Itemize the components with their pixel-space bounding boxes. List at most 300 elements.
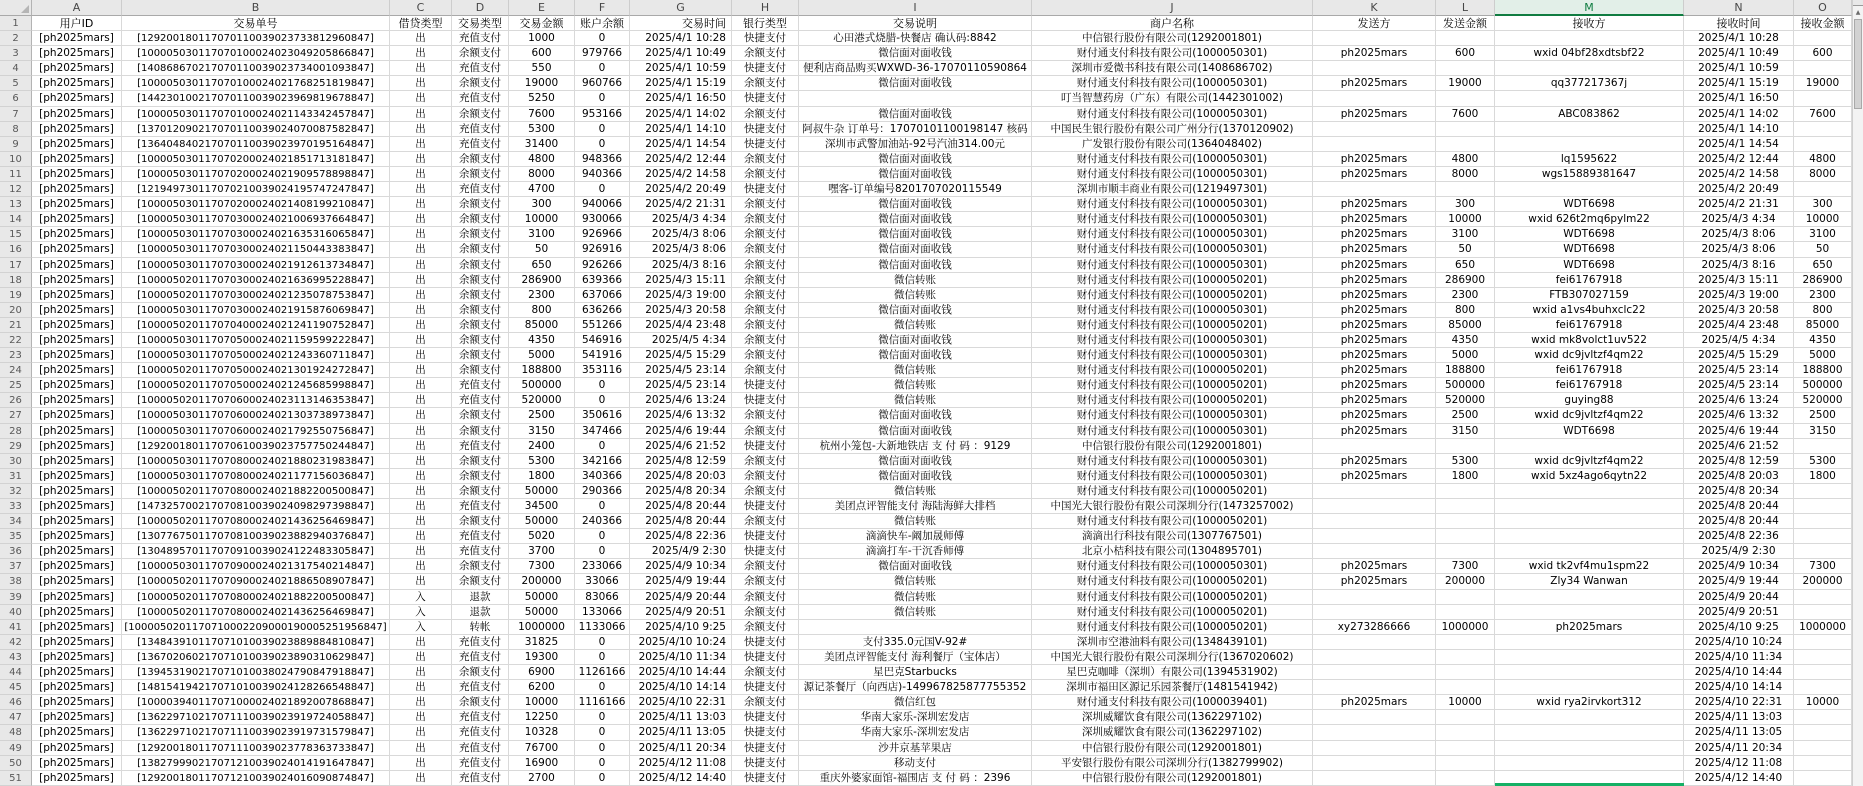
row-header-8[interactable]: 8 — [0, 122, 32, 137]
cell-I35[interactable]: 滴滴快车-阚加晟师傅 — [799, 529, 1032, 544]
cell-N8[interactable]: 2025/4/1 14:10 — [1684, 122, 1794, 137]
cell-M36[interactable] — [1495, 544, 1684, 559]
cell-L12[interactable] — [1436, 182, 1495, 197]
column-header-B[interactable]: B — [122, 0, 390, 16]
cell-C36[interactable]: 出 — [390, 544, 452, 559]
cell-A12[interactable]: [ph2025mars] — [32, 182, 122, 197]
cell-A24[interactable]: [ph2025mars] — [32, 363, 122, 378]
cell-M9[interactable] — [1495, 137, 1684, 152]
cell-G31[interactable]: 2025/4/8 20:03 — [630, 469, 732, 484]
cell-N34[interactable]: 2025/4/8 20:44 — [1684, 514, 1794, 529]
cell-F51[interactable]: 0 — [575, 771, 630, 786]
cell-O39[interactable] — [1794, 590, 1852, 605]
cell-N28[interactable]: 2025/4/6 19:44 — [1684, 424, 1794, 439]
cell-C35[interactable]: 出 — [390, 529, 452, 544]
cell-M42[interactable] — [1495, 635, 1684, 650]
cell-F25[interactable]: 0 — [575, 378, 630, 393]
cell-L46[interactable]: 10000 — [1436, 695, 1495, 710]
cell-M39[interactable] — [1495, 590, 1684, 605]
cell-K32[interactable] — [1313, 484, 1436, 499]
cell-F32[interactable]: 290366 — [575, 484, 630, 499]
cell-A45[interactable]: [ph2025mars] — [32, 680, 122, 695]
cell-H45[interactable]: 快捷支付 — [732, 680, 799, 695]
cell-E38[interactable]: 200000 — [509, 574, 575, 589]
cell-E43[interactable]: 19300 — [509, 650, 575, 665]
cell-M18[interactable]: fei61767918 — [1495, 273, 1684, 288]
cell-I31[interactable]: 微信面对面收钱 — [799, 469, 1032, 484]
cell-L25[interactable]: 500000 — [1436, 378, 1495, 393]
cell-K39[interactable] — [1313, 590, 1436, 605]
row-header-2[interactable]: 2 — [0, 31, 32, 46]
cell-B28[interactable]: [100005030117070600024021792550756847] — [122, 424, 390, 439]
cell-H34[interactable]: 余额支付 — [732, 514, 799, 529]
cell-F8[interactable]: 0 — [575, 122, 630, 137]
cell-H16[interactable]: 余额支付 — [732, 242, 799, 257]
column-header-M[interactable]: M — [1495, 0, 1684, 16]
cell-I47[interactable]: 华南大家乐-深圳宏发店 — [799, 710, 1032, 725]
cell-E21[interactable]: 85000 — [509, 318, 575, 333]
cell-O42[interactable] — [1794, 635, 1852, 650]
row-header-1[interactable]: 1 — [0, 16, 32, 31]
cell-N6[interactable]: 2025/4/1 16:50 — [1684, 91, 1794, 106]
cell-D26[interactable]: 充值支付 — [452, 393, 509, 408]
cell-A1[interactable]: 用户ID — [32, 16, 122, 31]
cell-G46[interactable]: 2025/4/10 22:31 — [630, 695, 732, 710]
row-header-37[interactable]: 37 — [0, 559, 32, 574]
cell-E12[interactable]: 4700 — [509, 182, 575, 197]
cell-M41[interactable]: ph2025mars — [1495, 620, 1684, 635]
cell-H14[interactable]: 余额支付 — [732, 212, 799, 227]
cell-N33[interactable]: 2025/4/8 20:44 — [1684, 499, 1794, 514]
cell-H24[interactable]: 余额支付 — [732, 363, 799, 378]
cell-D50[interactable]: 充值支付 — [452, 756, 509, 771]
cell-O51[interactable] — [1794, 771, 1852, 786]
cell-I22[interactable]: 微信面对面收钱 — [799, 333, 1032, 348]
cell-B16[interactable]: [100005030117070300024021150443383847] — [122, 242, 390, 257]
cell-K17[interactable]: ph2025mars — [1313, 258, 1436, 273]
cell-L32[interactable] — [1436, 484, 1495, 499]
cell-N22[interactable]: 2025/4/5 4:34 — [1684, 333, 1794, 348]
row-header-10[interactable]: 10 — [0, 152, 32, 167]
row-header-6[interactable]: 6 — [0, 91, 32, 106]
cell-J12[interactable]: 深圳市顺丰商业有限公司(1219497301) — [1032, 182, 1313, 197]
cell-A20[interactable]: [ph2025mars] — [32, 303, 122, 318]
cell-F16[interactable]: 926916 — [575, 242, 630, 257]
cell-D18[interactable]: 余额支付 — [452, 273, 509, 288]
cell-K29[interactable] — [1313, 439, 1436, 454]
cell-O24[interactable]: 188800 — [1794, 363, 1852, 378]
cell-H21[interactable]: 余额支付 — [732, 318, 799, 333]
cell-K35[interactable] — [1313, 529, 1436, 544]
cell-L13[interactable]: 300 — [1436, 197, 1495, 212]
cell-I37[interactable]: 微信面对面收钱 — [799, 559, 1032, 574]
cell-A31[interactable]: [ph2025mars] — [32, 469, 122, 484]
cell-L22[interactable]: 4350 — [1436, 333, 1495, 348]
cell-N1[interactable]: 接收时间 — [1684, 16, 1794, 31]
cell-L47[interactable] — [1436, 710, 1495, 725]
cell-J42[interactable]: 深圳市空港油料有限公司(1348439101) — [1032, 635, 1313, 650]
cell-K44[interactable] — [1313, 665, 1436, 680]
cell-I25[interactable]: 微信转账 — [799, 378, 1032, 393]
cell-M37[interactable]: wxid tk2vf4mu1spm22 — [1495, 559, 1684, 574]
cell-C23[interactable]: 出 — [390, 348, 452, 363]
cell-O32[interactable] — [1794, 484, 1852, 499]
cell-L44[interactable] — [1436, 665, 1495, 680]
column-header-A[interactable]: A — [32, 0, 122, 16]
cell-D28[interactable]: 余额支付 — [452, 424, 509, 439]
cell-B17[interactable]: [100005030117070300024021912613734847] — [122, 258, 390, 273]
cell-L51[interactable] — [1436, 771, 1495, 786]
cell-F44[interactable]: 1126166 — [575, 665, 630, 680]
column-header-E[interactable]: E — [509, 0, 575, 16]
cell-J4[interactable]: 深圳市爱微书科技有限公司(1408686702) — [1032, 61, 1313, 76]
cell-N11[interactable]: 2025/4/2 14:58 — [1684, 167, 1794, 182]
cell-I2[interactable]: 心田港式烧腊-快餐店 确认码:8842 — [799, 31, 1032, 46]
cell-I7[interactable]: 微信面对面收钱 — [799, 107, 1032, 122]
cell-A18[interactable]: [ph2025mars] — [32, 273, 122, 288]
cell-G28[interactable]: 2025/4/6 19:44 — [630, 424, 732, 439]
cell-K24[interactable]: ph2025mars — [1313, 363, 1436, 378]
row-header-50[interactable]: 50 — [0, 756, 32, 771]
cell-A5[interactable]: [ph2025mars] — [32, 76, 122, 91]
cell-D22[interactable]: 余额支付 — [452, 333, 509, 348]
cell-I21[interactable]: 微信转账 — [799, 318, 1032, 333]
cell-J17[interactable]: 财付通支付科技有限公司(1000050301) — [1032, 258, 1313, 273]
cell-C31[interactable]: 出 — [390, 469, 452, 484]
cell-B39[interactable]: [100005020117070800024021882200500847] — [122, 590, 390, 605]
cell-K3[interactable]: ph2025mars — [1313, 46, 1436, 61]
cell-H38[interactable]: 余额支付 — [732, 574, 799, 589]
cell-B25[interactable]: [100005020117070500024021245685998847] — [122, 378, 390, 393]
cell-F42[interactable]: 0 — [575, 635, 630, 650]
cell-O26[interactable]: 520000 — [1794, 393, 1852, 408]
cell-D6[interactable]: 充值支付 — [452, 91, 509, 106]
row-header-24[interactable]: 24 — [0, 363, 32, 378]
cell-E22[interactable]: 4350 — [509, 333, 575, 348]
row-header-40[interactable]: 40 — [0, 605, 32, 620]
row-header-21[interactable]: 21 — [0, 318, 32, 333]
cell-A49[interactable]: [ph2025mars] — [32, 741, 122, 756]
row-header-49[interactable]: 49 — [0, 741, 32, 756]
cell-G36[interactable]: 2025/4/9 2:30 — [630, 544, 732, 559]
cell-D43[interactable]: 充值支付 — [452, 650, 509, 665]
column-header-F[interactable]: F — [575, 0, 630, 16]
cell-G25[interactable]: 2025/4/5 23:14 — [630, 378, 732, 393]
cell-G26[interactable]: 2025/4/6 13:24 — [630, 393, 732, 408]
cell-H49[interactable]: 快捷支付 — [732, 741, 799, 756]
vertical-scrollbar[interactable] — [1852, 0, 1863, 786]
row-header-22[interactable]: 22 — [0, 333, 32, 348]
cell-C19[interactable]: 出 — [390, 288, 452, 303]
row-header-26[interactable]: 26 — [0, 393, 32, 408]
row-header-16[interactable]: 16 — [0, 242, 32, 257]
cell-E24[interactable]: 188800 — [509, 363, 575, 378]
cell-G21[interactable]: 2025/4/4 23:48 — [630, 318, 732, 333]
cell-E33[interactable]: 34500 — [509, 499, 575, 514]
cell-M24[interactable]: fei61767918 — [1495, 363, 1684, 378]
cell-J43[interactable]: 中国光大银行股份有限公司深圳分行(1367020602) — [1032, 650, 1313, 665]
cell-J3[interactable]: 财付通支付科技有限公司(1000050301) — [1032, 46, 1313, 61]
row-header-46[interactable]: 46 — [0, 695, 32, 710]
cell-I33[interactable]: 美团点评智能支付 海陆海鲜大排档 — [799, 499, 1032, 514]
cell-K30[interactable]: ph2025mars — [1313, 454, 1436, 469]
cell-J36[interactable]: 北京小桔科技有限公司(1304895701) — [1032, 544, 1313, 559]
cell-M12[interactable] — [1495, 182, 1684, 197]
cell-G8[interactable]: 2025/4/1 14:10 — [630, 122, 732, 137]
cell-L18[interactable]: 286900 — [1436, 273, 1495, 288]
cell-B14[interactable]: [100005030117070300024021006937664847] — [122, 212, 390, 227]
cell-L30[interactable]: 5300 — [1436, 454, 1495, 469]
cell-F9[interactable]: 0 — [575, 137, 630, 152]
cell-M31[interactable]: wxid 5xz4ago6qytn22 — [1495, 469, 1684, 484]
cell-L16[interactable]: 50 — [1436, 242, 1495, 257]
cell-J25[interactable]: 财付通支付科技有限公司(1000050201) — [1032, 378, 1313, 393]
cell-A13[interactable]: [ph2025mars] — [32, 197, 122, 212]
cell-B7[interactable]: [100005030117070100024021143342457847] — [122, 107, 390, 122]
cell-E23[interactable]: 5000 — [509, 348, 575, 363]
cell-M1[interactable]: 接收方 — [1495, 16, 1684, 31]
cell-D51[interactable]: 充值支付 — [452, 771, 509, 786]
cell-M23[interactable]: wxid dc9jvltzf4qm22 — [1495, 348, 1684, 363]
row-header-23[interactable]: 23 — [0, 348, 32, 363]
cell-A17[interactable]: [ph2025mars] — [32, 258, 122, 273]
cell-K33[interactable] — [1313, 499, 1436, 514]
cell-F33[interactable]: 0 — [575, 499, 630, 514]
cell-D24[interactable]: 余额支付 — [452, 363, 509, 378]
cell-F45[interactable]: 0 — [575, 680, 630, 695]
cell-G38[interactable]: 2025/4/9 19:44 — [630, 574, 732, 589]
cell-A21[interactable]: [ph2025mars] — [32, 318, 122, 333]
cell-G49[interactable]: 2025/4/11 20:34 — [630, 741, 732, 756]
cell-D29[interactable]: 充值支付 — [452, 439, 509, 454]
cell-H37[interactable]: 余额支付 — [732, 559, 799, 574]
row-header-38[interactable]: 38 — [0, 574, 32, 589]
cell-A6[interactable]: [ph2025mars] — [32, 91, 122, 106]
cell-K2[interactable] — [1313, 31, 1436, 46]
cell-B51[interactable]: [129200180117071210039024016090874847] — [122, 771, 390, 786]
cell-J41[interactable]: 财付通支付科技有限公司(1000050201) — [1032, 620, 1313, 635]
cell-G23[interactable]: 2025/4/5 15:29 — [630, 348, 732, 363]
cell-N32[interactable]: 2025/4/8 20:34 — [1684, 484, 1794, 499]
cell-B10[interactable]: [100005030117070200024021851713181847] — [122, 152, 390, 167]
cell-J40[interactable]: 财付通支付科技有限公司(1000050201) — [1032, 605, 1313, 620]
cell-I20[interactable]: 微信面对面收钱 — [799, 303, 1032, 318]
cell-G44[interactable]: 2025/4/10 14:44 — [630, 665, 732, 680]
cell-L26[interactable]: 520000 — [1436, 393, 1495, 408]
cell-K21[interactable]: ph2025mars — [1313, 318, 1436, 333]
cell-B42[interactable]: [134843910117071010039023889884810847] — [122, 635, 390, 650]
cell-C12[interactable]: 出 — [390, 182, 452, 197]
cell-H9[interactable]: 快捷支付 — [732, 137, 799, 152]
cell-G27[interactable]: 2025/4/6 13:32 — [630, 408, 732, 423]
cell-B3[interactable]: [100005030117070100024023049205866847] — [122, 46, 390, 61]
cell-J48[interactable]: 深圳威耀饮食有限公司(1362297102) — [1032, 725, 1313, 740]
cell-H4[interactable]: 快捷支付 — [732, 61, 799, 76]
cell-F22[interactable]: 546916 — [575, 333, 630, 348]
cell-J31[interactable]: 财付通支付科技有限公司(1000050301) — [1032, 469, 1313, 484]
cell-G40[interactable]: 2025/4/9 20:51 — [630, 605, 732, 620]
cell-F19[interactable]: 637066 — [575, 288, 630, 303]
column-header-D[interactable]: D — [452, 0, 509, 16]
cell-L31[interactable]: 1800 — [1436, 469, 1495, 484]
cell-N42[interactable]: 2025/4/10 10:24 — [1684, 635, 1794, 650]
cell-N13[interactable]: 2025/4/2 21:31 — [1684, 197, 1794, 212]
cell-A25[interactable]: [ph2025mars] — [32, 378, 122, 393]
cell-A9[interactable]: [ph2025mars] — [32, 137, 122, 152]
cell-O50[interactable] — [1794, 756, 1852, 771]
cell-C43[interactable]: 出 — [390, 650, 452, 665]
cell-G35[interactable]: 2025/4/8 22:36 — [630, 529, 732, 544]
cell-J49[interactable]: 中信银行股份有限公司(1292001801) — [1032, 741, 1313, 756]
row-header-28[interactable]: 28 — [0, 424, 32, 439]
cell-J21[interactable]: 财付通支付科技有限公司(1000050201) — [1032, 318, 1313, 333]
cell-J26[interactable]: 财付通支付科技有限公司(1000050201) — [1032, 393, 1313, 408]
row-header-42[interactable]: 42 — [0, 635, 32, 650]
cell-L48[interactable] — [1436, 725, 1495, 740]
row-header-30[interactable]: 30 — [0, 454, 32, 469]
cell-H48[interactable]: 快捷支付 — [732, 725, 799, 740]
cell-C30[interactable]: 出 — [390, 454, 452, 469]
cell-E8[interactable]: 5300 — [509, 122, 575, 137]
cell-F11[interactable]: 940366 — [575, 167, 630, 182]
cell-J29[interactable]: 中信银行股份有限公司(1292001801) — [1032, 439, 1313, 454]
cell-K48[interactable] — [1313, 725, 1436, 740]
row-header-15[interactable]: 15 — [0, 227, 32, 242]
cell-I19[interactable]: 微信转账 — [799, 288, 1032, 303]
cell-J22[interactable]: 财付通支付科技有限公司(1000050301) — [1032, 333, 1313, 348]
cell-K36[interactable] — [1313, 544, 1436, 559]
cell-O19[interactable]: 2300 — [1794, 288, 1852, 303]
cell-A34[interactable]: [ph2025mars] — [32, 514, 122, 529]
cell-N16[interactable]: 2025/4/3 8:06 — [1684, 242, 1794, 257]
cell-D45[interactable]: 充值支付 — [452, 680, 509, 695]
cell-I41[interactable] — [799, 620, 1032, 635]
cell-D23[interactable]: 余额支付 — [452, 348, 509, 363]
cell-I44[interactable]: 星巴克Starbucks — [799, 665, 1032, 680]
cell-L43[interactable] — [1436, 650, 1495, 665]
cell-J44[interactable]: 星巴克咖啡（深圳）有限公司(1394531902) — [1032, 665, 1313, 680]
cell-E2[interactable]: 1000 — [509, 31, 575, 46]
cell-N36[interactable]: 2025/4/9 2:30 — [1684, 544, 1794, 559]
cell-B1[interactable]: 交易单号 — [122, 16, 390, 31]
row-header-33[interactable]: 33 — [0, 499, 32, 514]
row-header-14[interactable]: 14 — [0, 212, 32, 227]
cell-D33[interactable]: 充值支付 — [452, 499, 509, 514]
cell-F26[interactable]: 0 — [575, 393, 630, 408]
cell-B15[interactable]: [100005030117070300024021635316065847] — [122, 227, 390, 242]
cell-M48[interactable] — [1495, 725, 1684, 740]
cell-L24[interactable]: 188800 — [1436, 363, 1495, 378]
cell-O46[interactable]: 10000 — [1794, 695, 1852, 710]
cell-A10[interactable]: [ph2025mars] — [32, 152, 122, 167]
cell-F1[interactable]: 账户余额 — [575, 16, 630, 31]
cell-G2[interactable]: 2025/4/1 10:28 — [630, 31, 732, 46]
cell-G15[interactable]: 2025/4/3 8:06 — [630, 227, 732, 242]
cell-N39[interactable]: 2025/4/9 20:44 — [1684, 590, 1794, 605]
cell-O27[interactable]: 2500 — [1794, 408, 1852, 423]
cell-O44[interactable] — [1794, 665, 1852, 680]
cell-C15[interactable]: 出 — [390, 227, 452, 242]
cell-I23[interactable]: 微信面对面收钱 — [799, 348, 1032, 363]
cell-F13[interactable]: 940066 — [575, 197, 630, 212]
cell-E14[interactable]: 10000 — [509, 212, 575, 227]
cell-N41[interactable]: 2025/4/10 9:25 — [1684, 620, 1794, 635]
cell-E44[interactable]: 6900 — [509, 665, 575, 680]
cell-A46[interactable]: [ph2025mars] — [32, 695, 122, 710]
cell-A42[interactable]: [ph2025mars] — [32, 635, 122, 650]
row-header-20[interactable]: 20 — [0, 303, 32, 318]
cell-K37[interactable]: ph2025mars — [1313, 559, 1436, 574]
row-header-45[interactable]: 45 — [0, 680, 32, 695]
cell-G18[interactable]: 2025/4/3 15:11 — [630, 273, 732, 288]
cell-M25[interactable]: fei61767918 — [1495, 378, 1684, 393]
cell-G45[interactable]: 2025/4/10 14:14 — [630, 680, 732, 695]
cell-B4[interactable]: [140868670217070110039023734001093847] — [122, 61, 390, 76]
cell-M15[interactable]: WDT6698 — [1495, 227, 1684, 242]
cell-M38[interactable]: Zly34 Wanwan — [1495, 574, 1684, 589]
cell-M13[interactable]: WDT6698 — [1495, 197, 1684, 212]
cell-J32[interactable]: 财付通支付科技有限公司(1000050201) — [1032, 484, 1313, 499]
cell-I14[interactable]: 微信面对面收钱 — [799, 212, 1032, 227]
cell-D27[interactable]: 余额支付 — [452, 408, 509, 423]
cell-C51[interactable]: 出 — [390, 771, 452, 786]
cell-C5[interactable]: 出 — [390, 76, 452, 91]
cell-H7[interactable]: 余额支付 — [732, 107, 799, 122]
cell-B22[interactable]: [100005030117070500024021159599222847] — [122, 333, 390, 348]
row-header-44[interactable]: 44 — [0, 665, 32, 680]
cell-A37[interactable]: [ph2025mars] — [32, 559, 122, 574]
cell-O21[interactable]: 85000 — [1794, 318, 1852, 333]
cell-H27[interactable]: 余额支付 — [732, 408, 799, 423]
cell-C17[interactable]: 出 — [390, 258, 452, 273]
cell-E48[interactable]: 10328 — [509, 725, 575, 740]
cell-B5[interactable]: [100005030117070100024021768251819847] — [122, 76, 390, 91]
cell-G50[interactable]: 2025/4/12 11:08 — [630, 756, 732, 771]
cell-N18[interactable]: 2025/4/3 15:11 — [1684, 273, 1794, 288]
cell-L39[interactable] — [1436, 590, 1495, 605]
cell-E25[interactable]: 500000 — [509, 378, 575, 393]
cell-N12[interactable]: 2025/4/2 20:49 — [1684, 182, 1794, 197]
cell-J34[interactable]: 财付通支付科技有限公司(1000050201) — [1032, 514, 1313, 529]
cell-D16[interactable]: 余额支付 — [452, 242, 509, 257]
cell-K4[interactable] — [1313, 61, 1436, 76]
cell-I48[interactable]: 华南大家乐-深圳宏发店 — [799, 725, 1032, 740]
cell-L5[interactable]: 19000 — [1436, 76, 1495, 91]
cell-E50[interactable]: 16900 — [509, 756, 575, 771]
cell-H32[interactable]: 余额支付 — [732, 484, 799, 499]
cell-A50[interactable]: [ph2025mars] — [32, 756, 122, 771]
cell-G19[interactable]: 2025/4/3 19:00 — [630, 288, 732, 303]
cell-B20[interactable]: [100005030117070300024021915876069847] — [122, 303, 390, 318]
cell-J30[interactable]: 财付通支付科技有限公司(1000050301) — [1032, 454, 1313, 469]
cell-M40[interactable] — [1495, 605, 1684, 620]
cell-J7[interactable]: 财付通支付科技有限公司(1000050301) — [1032, 107, 1313, 122]
cell-D17[interactable]: 余额支付 — [452, 258, 509, 273]
cell-L38[interactable]: 200000 — [1436, 574, 1495, 589]
cell-O15[interactable]: 3100 — [1794, 227, 1852, 242]
cell-M5[interactable]: qq377217367j — [1495, 76, 1684, 91]
cell-B23[interactable]: [100005030117070500024021243360711847] — [122, 348, 390, 363]
cell-O12[interactable] — [1794, 182, 1852, 197]
cell-F28[interactable]: 347466 — [575, 424, 630, 439]
cell-F46[interactable]: 1116166 — [575, 695, 630, 710]
cell-O9[interactable] — [1794, 137, 1852, 152]
cell-A44[interactable]: [ph2025mars] — [32, 665, 122, 680]
cell-J9[interactable]: 广发银行股份有限公司(1364048402) — [1032, 137, 1313, 152]
row-header-9[interactable]: 9 — [0, 137, 32, 152]
cell-K34[interactable] — [1313, 514, 1436, 529]
select-all-corner[interactable] — [0, 0, 32, 16]
